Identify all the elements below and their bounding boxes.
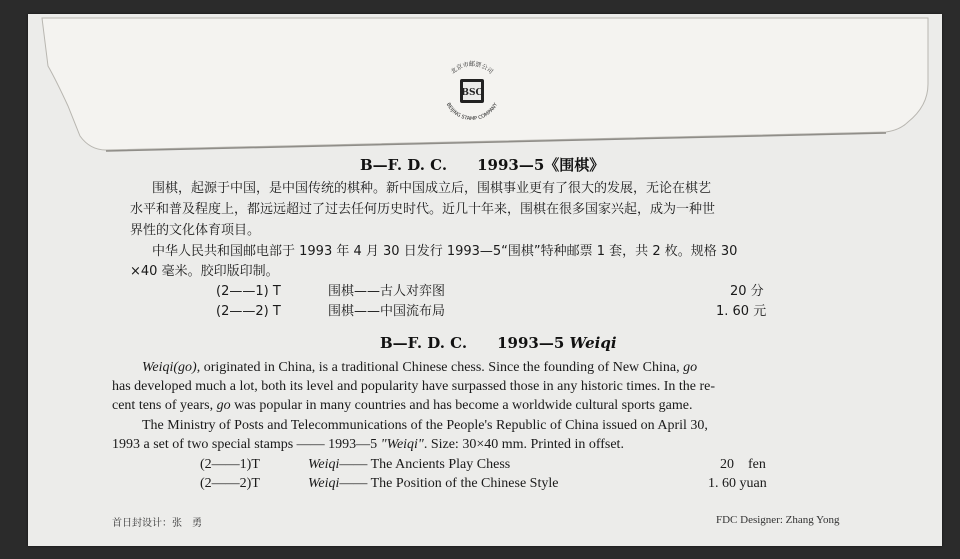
zh-stamp1-value: 20 分: [730, 284, 764, 299]
zh-para1-line2: 水平和普及程度上，都远远超过了过去任何历史时代。近几十年来，围棋在很多国家兴起，成为一种世: [130, 202, 716, 217]
zh-para1-line1: 围棋，起源于中国，是中国传统的棋种。新中国成立后，围棋事业更有了很大的发展，无论在棋艺: [152, 181, 712, 196]
zh-stamp1-name: 围棋——古人对弈图: [328, 284, 446, 299]
zh-para2-line1: 中华人民共和国邮电部于 1993 年 4 月 30 日发行 1993—5“围棋”特种邮票 1 套，共 2 枚。规格 30: [152, 244, 738, 259]
svg-text:BSC: BSC: [461, 88, 483, 98]
zh-para1-line3: 界性的文化体育项目。: [130, 223, 261, 238]
en-title: B—F. D. C. 1993—5 Weiqi: [380, 334, 617, 352]
en-stamp2-code: (2——2)T: [200, 476, 260, 491]
zh-stamp1-code: (2——1) T: [216, 284, 281, 299]
en-para2-line1: The Ministry of Posts and Telecommunications of the People's Republic of China issued on April 30,: [142, 418, 708, 433]
en-stamp1-value: 20 fen: [720, 457, 766, 472]
en-stamp1-name: Weiqi—— The Ancients Play Chess: [308, 457, 511, 472]
zh-stamp2-code: (2——2) T: [216, 304, 281, 319]
zh-designer-credit: 首日封设计：张 勇: [112, 518, 202, 529]
en-para2-line2: 1993 a set of two special stamps —— 1993—5 "Weiqi". Size: 30×40 mm. Printed in offset.: [112, 437, 624, 452]
en-para1-line2: has developed much a lot, both its level and popularity have surpassed those in any historic times. In the re-: [112, 379, 716, 394]
en-stamp2-value: 1. 60 yuan: [708, 476, 767, 491]
en-stamp2-name: Weiqi—— The Position of the Chinese Style: [308, 476, 559, 491]
en-stamp1-code: (2——1)T: [200, 457, 260, 472]
zh-para2-line2: ×40 毫米。胶印版印制。: [130, 264, 279, 279]
en-para1-line3: cent tens of years, go was popular in many countries and has become a worldwide cultural sports game.: [112, 398, 693, 413]
zh-stamp2-value: 1. 60 元: [716, 304, 767, 319]
en-designer-credit: FDC Designer: Zhang Yong: [716, 514, 840, 526]
zh-title: B—F. D. C. 1993—5《围棋》: [360, 156, 605, 174]
en-para1-line1: Weiqi(go), originated in China, is a traditional Chinese chess. Since the founding of New China, go: [142, 360, 698, 375]
svg-text:北京市邮票公司: 北京市邮票公司: [449, 61, 495, 76]
beijing-stamp-company-logo: [436, 54, 508, 126]
envelope-back: [28, 14, 942, 546]
zh-stamp2-name: 围棋——中国流布局: [328, 304, 446, 319]
svg-text:BEIJING STAMP COMPANY: BEIJING STAMP COMPANY: [444, 102, 500, 123]
